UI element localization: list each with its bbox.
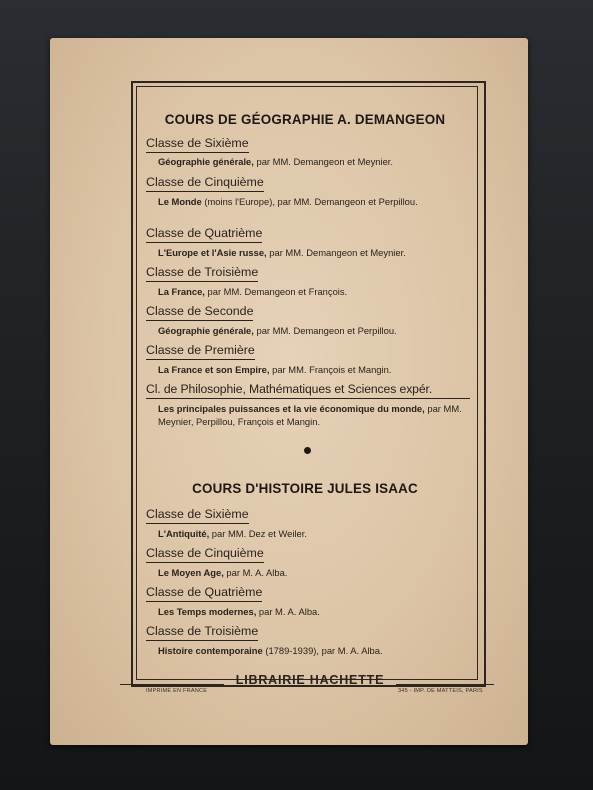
hist-desc-cinquieme: Le Moyen Age, par M. A. Alba.: [158, 567, 288, 578]
geo-class-cinquieme: Classe de Cinquième: [146, 175, 264, 192]
hist-desc-quatrieme: Les Temps modernes, par M. A. Alba.: [158, 606, 320, 617]
geo-class-quatrieme: Classe de Quatrième: [146, 226, 262, 243]
hist-desc-troisieme: Histoire contemporaine (1789-1939), par M. A. Alba.: [158, 645, 383, 656]
geo-desc-sixieme: Géographie générale, par MM. Demangeon et Meynier.: [158, 156, 393, 167]
geography-heading: COURS DE GÉOGRAPHIE A. DEMANGEON: [164, 112, 446, 127]
history-heading: COURS D'HISTOIRE JULES ISAAC: [192, 481, 418, 496]
geo-desc-cinquieme: Le Monde (moins l'Europe), par MM. Demangeon et Perpillou.: [158, 196, 418, 207]
geo-desc-troisieme: La France, par MM. Demangeon et François.: [158, 286, 348, 297]
hist-desc-sixieme: L'Antiquité, par MM. Dez et Weiler.: [158, 528, 307, 539]
publisher-name: LIBRAIRIE HACHETTE: [235, 673, 385, 687]
geo-desc-philosophie: Les principales puissances et la vie économique du monde, par MM. Meynier, Perpillou, François et Mangin.: [158, 403, 462, 427]
footer-rule-left: [120, 684, 224, 685]
hist-class-troisieme: Classe de Troisième: [146, 624, 258, 641]
hist-class-quatrieme: Classe de Quatrième: [146, 585, 262, 602]
footer-rule-right: [396, 684, 494, 685]
hist-class-sixieme: Classe de Sixième: [146, 507, 249, 524]
geo-desc-seconde: Géographie générale, par MM. Demangeon et Perpillou.: [158, 325, 397, 336]
printer-note: 345 - IMP. DE MATTEIS, PARIS: [398, 688, 483, 694]
geo-class-premiere: Classe de Première: [146, 343, 255, 360]
geo-class-philosophie: Cl. de Philosophie, Mathématiques et Sciences expér.: [146, 382, 470, 399]
separator-dot: [304, 447, 311, 454]
geo-desc-quatrieme: L'Europe et l'Asie russe, par MM. Demangeon et Meynier.: [158, 247, 406, 258]
geo-desc-premiere: La France et son Empire, par MM. François et Mangin.: [158, 364, 392, 375]
geo-class-troisieme: Classe de Troisième: [146, 265, 258, 282]
geo-class-seconde: Classe de Seconde: [146, 304, 253, 321]
geo-class-sixieme: Classe de Sixième: [146, 136, 249, 153]
printed-in-note: IMPRIMÉ EN FRANCE: [146, 688, 208, 694]
hist-class-cinquieme: Classe de Cinquième: [146, 546, 264, 563]
